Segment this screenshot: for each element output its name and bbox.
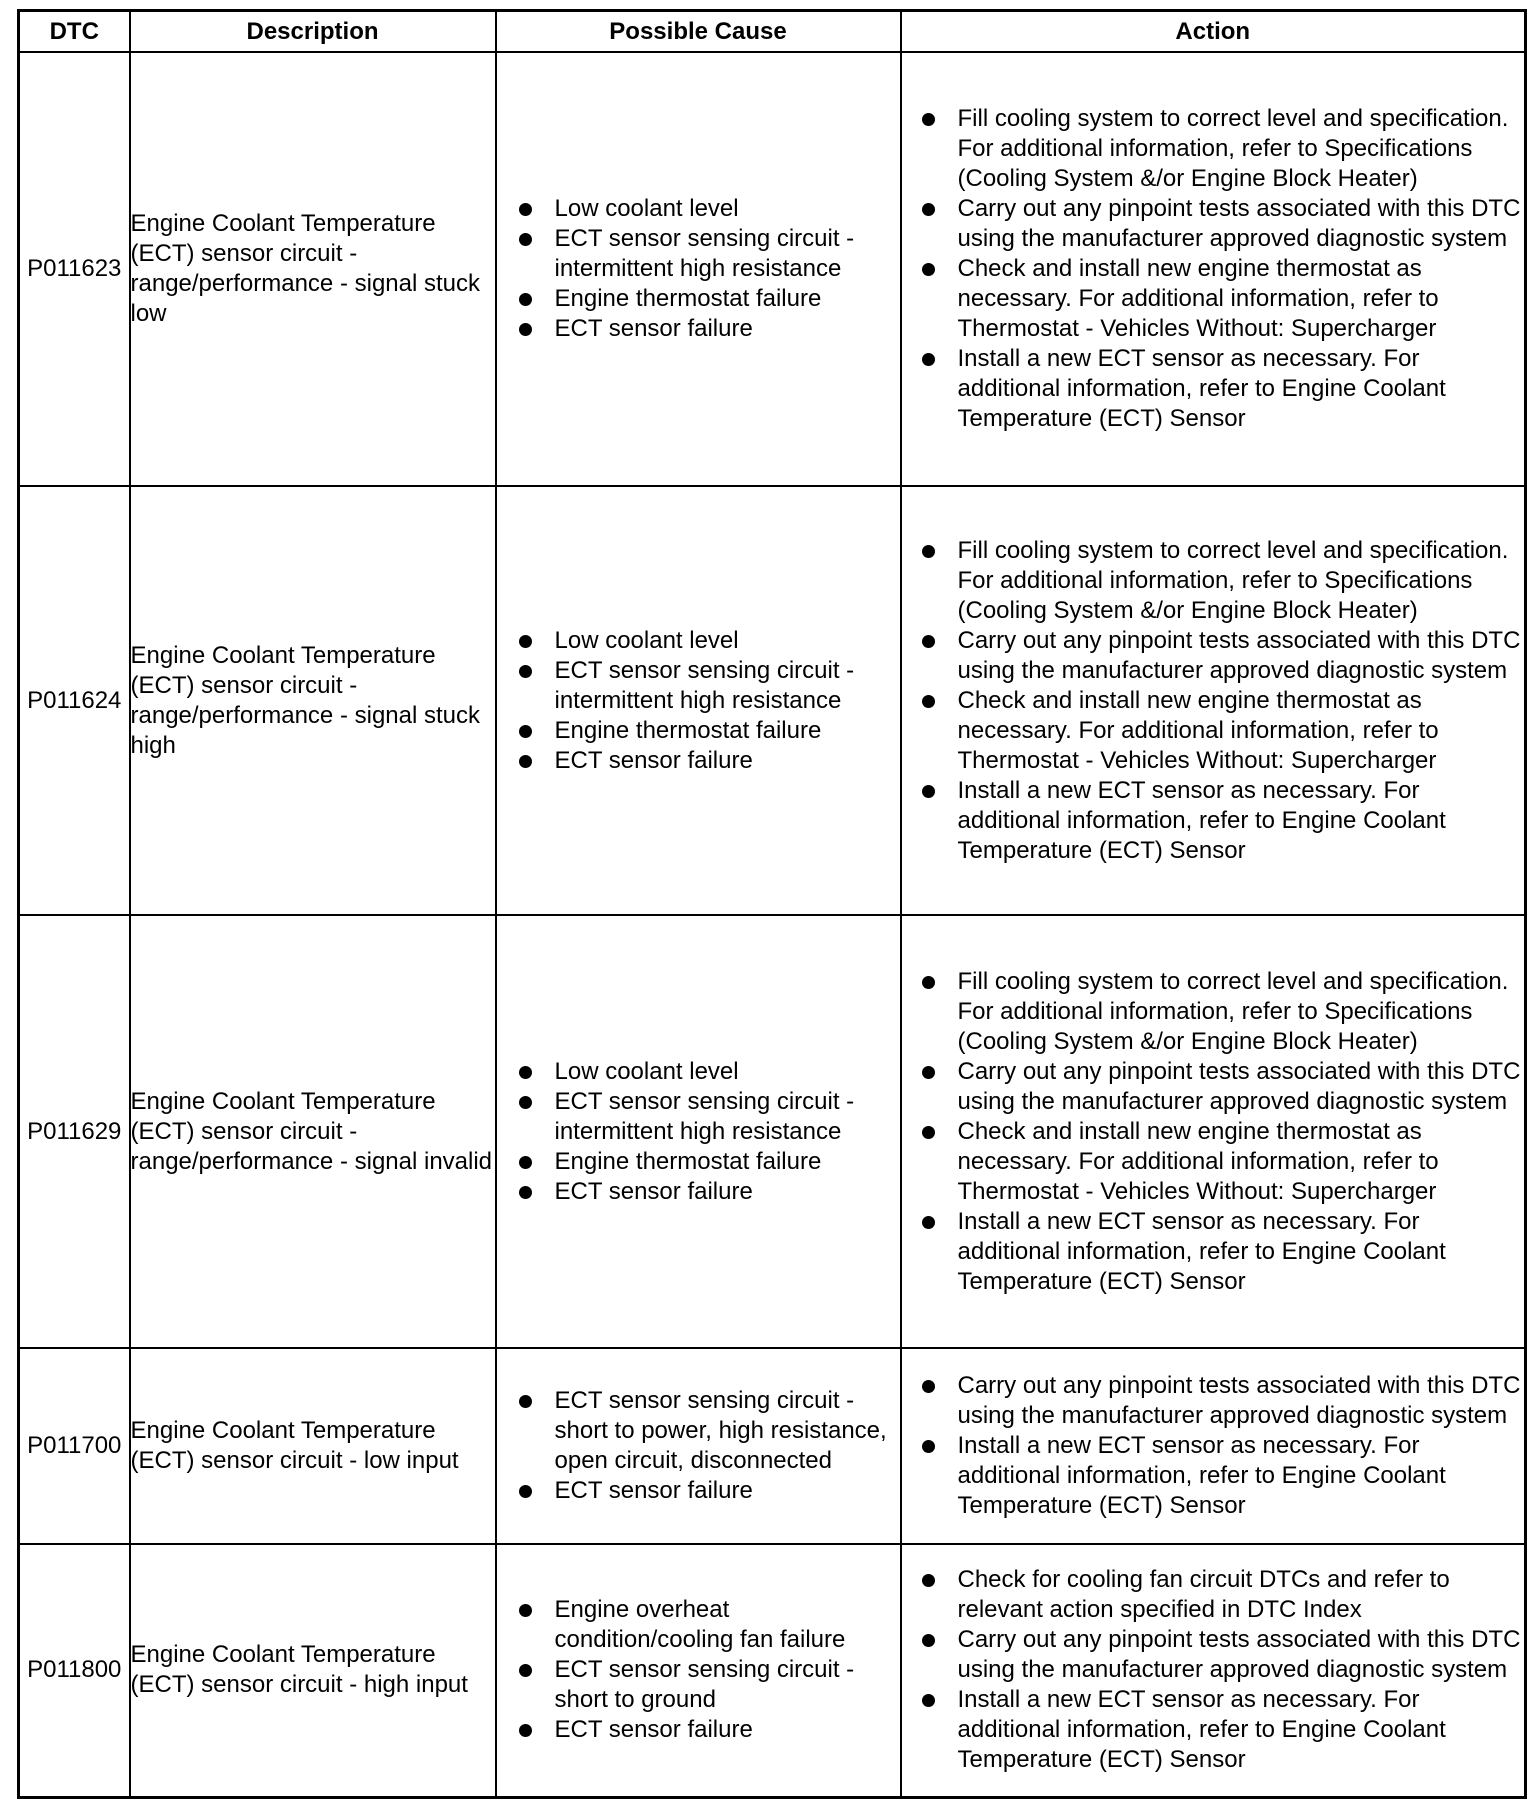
cause-text: Engine thermostat failure — [554, 716, 822, 744]
cause-text: ECT sensor sensing circuit - short to ground — [554, 1656, 855, 1714]
bullet-icon — [519, 323, 532, 336]
bullet-icon — [519, 1395, 532, 1408]
bullet-icon — [922, 1634, 935, 1647]
action-text: Check and install new engine thermostat as necessary. For additional information, refer to Thermostat - Vehicles Without: Supercharger — [957, 686, 1439, 774]
bullet-icon — [922, 203, 935, 216]
dtc-code: P011800 — [19, 1544, 130, 1797]
action-text: Carry out any pinpoint tests associated with this DTC using the manufacturer approved diagnostic system — [957, 195, 1521, 252]
possible-cause-list — [497, 194, 900, 344]
dtc-description: Engine Coolant Temperature (ECT) sensor circuit - range/performance - signal stuck low — [130, 52, 496, 486]
action-list — [902, 967, 1525, 1297]
list-item — [922, 1685, 1525, 1775]
bullet-icon — [922, 353, 935, 366]
header-action: Action — [901, 11, 1526, 53]
dtc-code: P011623 — [19, 52, 130, 486]
action-list — [902, 104, 1525, 434]
bullet-icon — [519, 293, 532, 306]
list-item — [922, 626, 1525, 686]
list-item — [922, 536, 1525, 626]
action-text: Fill cooling system to correct level and specification. For additional information, refer to Specifications (Cooling System &/or Engine Block Heater) — [957, 967, 1509, 1055]
list-item — [519, 194, 900, 224]
list-item — [519, 1147, 900, 1177]
list-item — [922, 1371, 1525, 1431]
action-text: Install a new ECT sensor as necessary. For additional information, refer to Engine Coolant Temperature (ECT) Sensor — [957, 1207, 1446, 1295]
header-dtc: DTC — [19, 11, 130, 53]
list-item — [519, 314, 900, 344]
list-item — [519, 656, 900, 716]
action-text: Install a new ECT sensor as necessary. For additional information, refer to Engine Coolant Temperature (ECT) Sensor — [957, 776, 1446, 864]
dtc-description: Engine Coolant Temperature (ECT) sensor circuit - range/performance - signal invalid — [130, 915, 496, 1348]
cause-text: Low coolant level — [554, 1057, 739, 1085]
possible-cause-cell — [496, 486, 901, 915]
action-text: Carry out any pinpoint tests associated with this DTC using the manufacturer approved diagnostic system — [957, 1626, 1521, 1684]
cause-text: Engine thermostat failure — [554, 285, 822, 312]
bullet-icon — [922, 635, 935, 648]
bullet-icon — [519, 1485, 532, 1498]
bullet-icon — [519, 233, 532, 246]
list-item — [519, 1595, 900, 1655]
possible-cause-cell — [496, 915, 901, 1348]
bullet-icon — [922, 1126, 935, 1139]
action-text: Install a new ECT sensor as necessary. For additional information, refer to Engine Coolant Temperature (ECT) Sensor — [957, 345, 1446, 432]
table-row — [19, 1544, 1526, 1797]
table-row — [19, 52, 1526, 486]
bullet-icon — [922, 545, 935, 558]
list-item — [519, 1655, 900, 1715]
header-description: Description — [130, 11, 496, 53]
action-cell — [901, 486, 1526, 915]
possible-cause-cell — [496, 1348, 901, 1544]
action-cell — [901, 1348, 1526, 1544]
action-text: Carry out any pinpoint tests associated with this DTC using the manufacturer approved diagnostic system — [957, 1372, 1521, 1429]
bullet-icon — [519, 1604, 532, 1617]
action-text: Check and install new engine thermostat as necessary. For additional information, refer to Thermostat - Vehicles Without: Supercharger — [957, 255, 1439, 342]
action-list — [902, 1371, 1525, 1521]
bullet-icon — [922, 1380, 935, 1393]
list-item — [519, 284, 900, 314]
header-possible-cause: Possible Cause — [496, 11, 901, 53]
cause-text: ECT sensor failure — [554, 1716, 753, 1744]
bullet-icon — [922, 976, 935, 989]
cause-text: ECT sensor sensing circuit - intermittent high resistance — [554, 225, 855, 282]
action-text: Check for cooling fan circuit DTCs and refer to relevant action specified in DTC Index — [957, 1566, 1450, 1624]
list-item — [922, 967, 1525, 1057]
possible-cause-list — [497, 626, 900, 776]
bullet-icon — [922, 695, 935, 708]
list-item — [922, 1207, 1525, 1297]
bullet-icon — [922, 1216, 935, 1229]
cause-text: ECT sensor sensing circuit - short to power, high resistance, open circuit, disconnected — [554, 1387, 887, 1474]
list-item — [922, 1431, 1525, 1521]
cause-text: ECT sensor failure — [554, 315, 753, 342]
bullet-icon — [922, 1574, 935, 1587]
bullet-icon — [922, 1440, 935, 1453]
bullet-icon — [922, 263, 935, 276]
cause-text: Engine overheat condition/cooling fan failure — [554, 1596, 846, 1654]
bullet-icon — [922, 1066, 935, 1079]
list-item — [519, 1386, 900, 1476]
dtc-description: Engine Coolant Temperature (ECT) sensor circuit - range/performance - signal stuck high — [130, 486, 496, 915]
action-text: Install a new ECT sensor as necessary. For additional information, refer to Engine Coolant Temperature (ECT) Sensor — [957, 1432, 1446, 1519]
bullet-icon — [519, 1724, 532, 1737]
dtc-code: P011700 — [19, 1348, 130, 1544]
dtc-code: P011629 — [19, 915, 130, 1348]
cause-text: Engine thermostat failure — [554, 1147, 822, 1175]
list-item — [922, 254, 1525, 344]
possible-cause-list — [497, 1386, 900, 1506]
cause-text: ECT sensor failure — [554, 746, 753, 774]
bullet-icon — [519, 1066, 532, 1079]
table-row — [19, 1348, 1526, 1544]
bullet-icon — [519, 635, 532, 648]
header-row — [19, 11, 1526, 53]
list-item — [519, 746, 900, 776]
action-list — [902, 536, 1525, 866]
list-item — [922, 1565, 1525, 1625]
possible-cause-list — [497, 1057, 900, 1207]
list-item — [519, 224, 900, 284]
cause-text: Low coolant level — [554, 195, 739, 222]
bullet-icon — [922, 1694, 935, 1707]
list-item — [922, 776, 1525, 866]
list-item — [519, 1177, 900, 1207]
list-item — [922, 686, 1525, 776]
dtc-description: Engine Coolant Temperature (ECT) sensor circuit - high input — [130, 1544, 496, 1797]
dtc-code: P011624 — [19, 486, 130, 915]
list-item — [519, 1715, 900, 1745]
action-list — [902, 1565, 1525, 1775]
cause-text: ECT sensor failure — [554, 1177, 753, 1205]
table-row — [19, 915, 1526, 1348]
list-item — [519, 1476, 900, 1506]
bullet-icon — [519, 1664, 532, 1677]
cause-text: ECT sensor failure — [554, 1477, 753, 1504]
dtc-table — [17, 9, 1527, 1799]
bullet-icon — [519, 665, 532, 678]
bullet-icon — [519, 1156, 532, 1169]
bullet-icon — [519, 203, 532, 216]
possible-cause-cell — [496, 52, 901, 486]
action-text: Carry out any pinpoint tests associated with this DTC using the manufacturer approved diagnostic system — [957, 626, 1521, 684]
bullet-icon — [922, 785, 935, 798]
action-text: Fill cooling system to correct level and specification. For additional information, refer to Specifications (Cooling System &/or Engine Block Heater) — [957, 536, 1509, 624]
list-item — [922, 104, 1525, 194]
list-item — [922, 1625, 1525, 1685]
action-cell — [901, 1544, 1526, 1797]
list-item — [519, 1087, 900, 1147]
list-item — [519, 716, 900, 746]
action-text: Check and install new engine thermostat as necessary. For additional information, refer to Thermostat - Vehicles Without: Supercharger — [957, 1117, 1439, 1205]
action-cell — [901, 915, 1526, 1348]
cause-text: ECT sensor sensing circuit - intermittent high resistance — [554, 1087, 855, 1145]
list-item — [519, 626, 900, 656]
cause-text: Low coolant level — [554, 626, 739, 654]
dtc-description: Engine Coolant Temperature (ECT) sensor circuit - low input — [130, 1348, 496, 1544]
bullet-icon — [922, 113, 935, 126]
list-item — [922, 1057, 1525, 1117]
list-item — [922, 1117, 1525, 1207]
possible-cause-list — [497, 1595, 900, 1745]
list-item — [922, 194, 1525, 254]
action-text: Fill cooling system to correct level and specification. For additional information, refer to Specifications (Cooling System &/or Engine Block Heater) — [957, 105, 1509, 192]
bullet-icon — [519, 1096, 532, 1109]
list-item — [922, 344, 1525, 434]
possible-cause-cell — [496, 1544, 901, 1797]
list-item — [519, 1057, 900, 1087]
bullet-icon — [519, 725, 532, 738]
bullet-icon — [519, 1186, 532, 1199]
cause-text: ECT sensor sensing circuit - intermittent high resistance — [554, 656, 855, 714]
action-text: Carry out any pinpoint tests associated with this DTC using the manufacturer approved diagnostic system — [957, 1057, 1521, 1115]
action-cell — [901, 52, 1526, 486]
table-row — [19, 486, 1526, 915]
action-text: Install a new ECT sensor as necessary. For additional information, refer to Engine Coolant Temperature (ECT) Sensor — [957, 1686, 1446, 1774]
bullet-icon — [519, 755, 532, 768]
